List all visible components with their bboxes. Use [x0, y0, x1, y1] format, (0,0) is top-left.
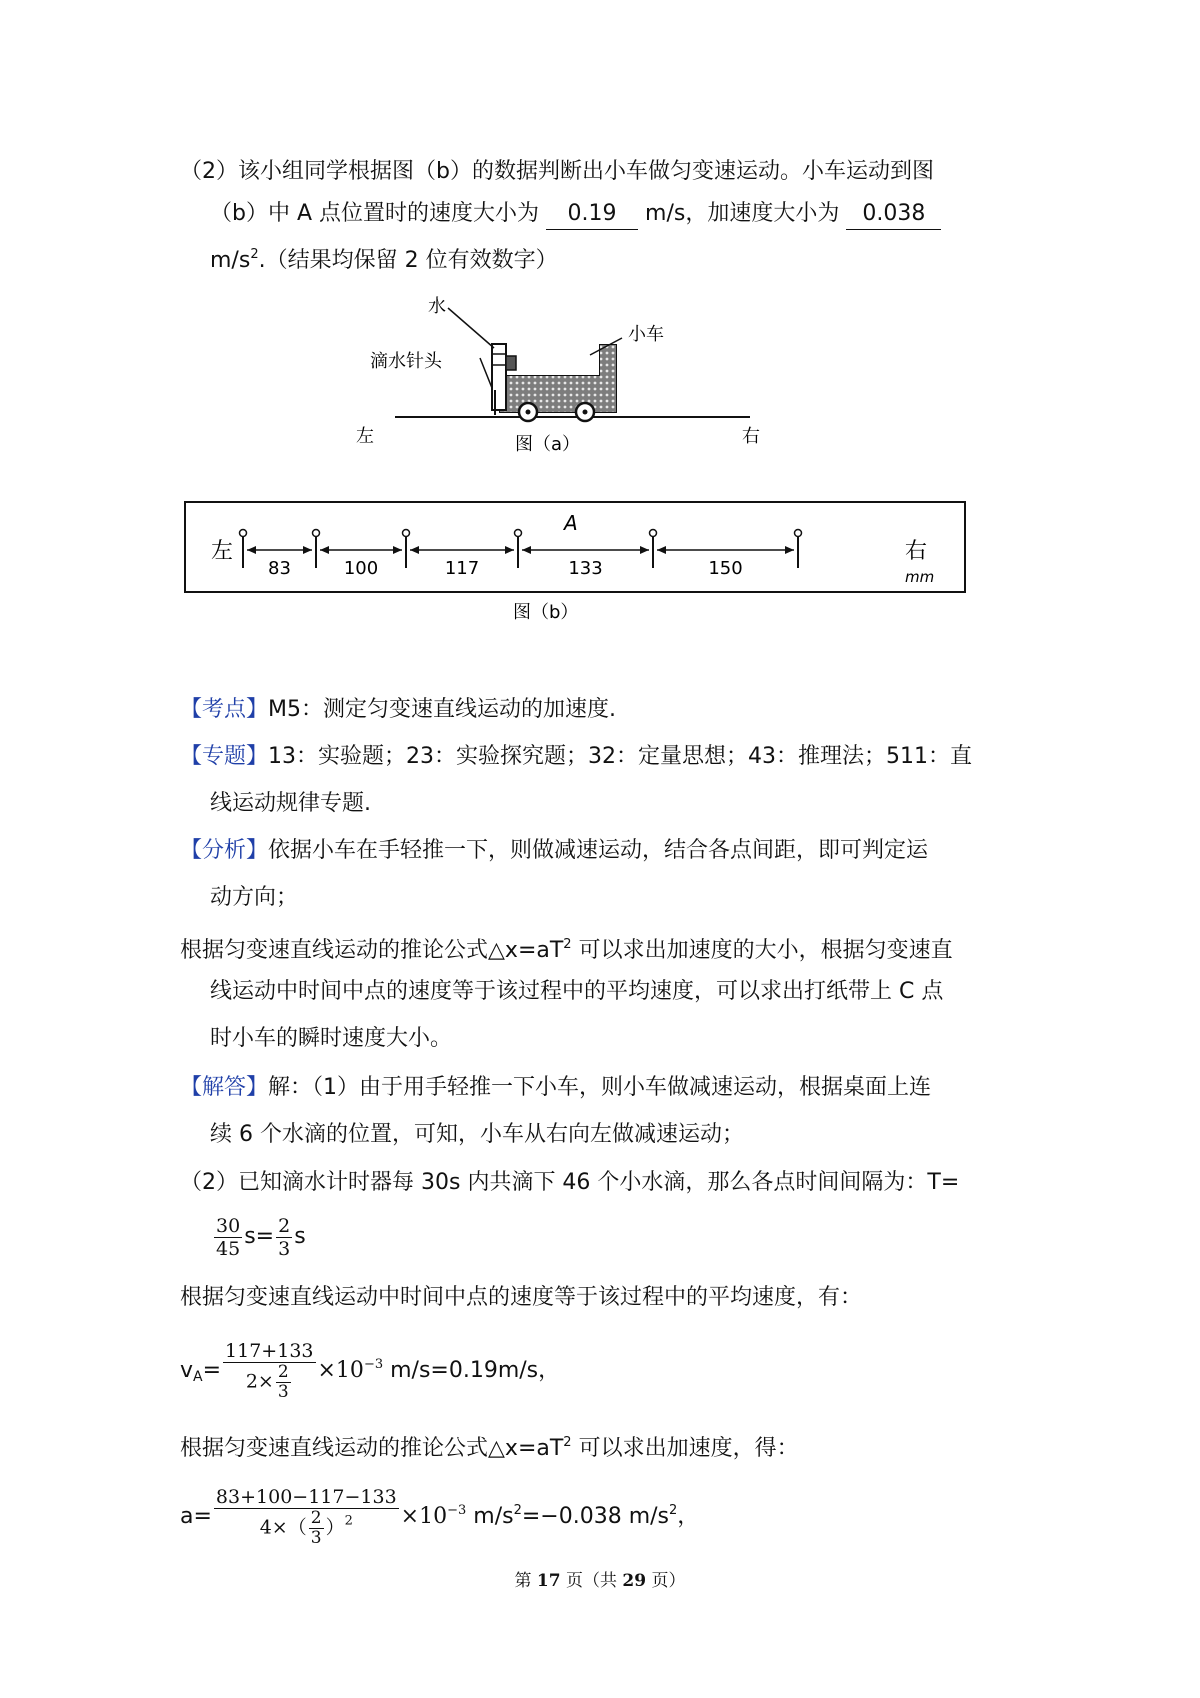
- page-number: 17: [536, 1571, 561, 1591]
- basis-sup: 2: [563, 937, 572, 952]
- answer-acceleration: 0.038: [846, 199, 941, 230]
- va-times: ×10: [317, 1358, 364, 1383]
- unit-sup: 2: [250, 247, 259, 262]
- point-a-label: A: [564, 511, 578, 535]
- jieda-sup-7: 2: [563, 1435, 572, 1450]
- page-footer: [0, 1566, 1200, 1591]
- zhuanti-line-2: [210, 789, 371, 819]
- basis-text-1b: 可以求出加速度的大小，根据匀变速直: [571, 938, 953, 963]
- label-left-b: 左: [211, 539, 234, 564]
- question-rest: .（结果均保留 2 位有效数字）: [258, 248, 558, 273]
- label-right-b: 右: [905, 539, 928, 564]
- answer-velocity: 0.19: [546, 199, 638, 230]
- figure-b: [183, 500, 973, 630]
- distance-label-3: 117: [444, 558, 480, 579]
- a-formula: [180, 1468, 699, 1560]
- drop-head-6: [795, 530, 802, 537]
- va-sub: A: [193, 1369, 203, 1385]
- label-water: 水: [428, 296, 446, 317]
- distance-label-1: 83: [268, 558, 291, 579]
- jieda-text-7b: 可以求出加速度，得：: [571, 1436, 799, 1461]
- basis-text-2: 线运动中时间中点的速度等于该过程中的平均速度，可以求出打纸带上 C 点: [210, 979, 944, 1004]
- fenxi-tag: 【分析】: [180, 838, 269, 863]
- period-mid: s=: [244, 1224, 275, 1249]
- zhuanti-text-1: 13：实验题；23：实验探究题；32：定量思想；43：推理法；511：直: [268, 744, 972, 769]
- a-times: ×10: [400, 1504, 448, 1529]
- jieda-line-7: [180, 1428, 799, 1464]
- footer-prefix: 第: [514, 1571, 537, 1591]
- va-result: m/s=0.19m/s，: [383, 1358, 561, 1383]
- basis-line-2: [210, 977, 943, 1007]
- basis-line-3: [210, 1024, 452, 1054]
- drop-head-4: [515, 530, 522, 537]
- va-formula: [180, 1325, 560, 1417]
- drop-head-3: [403, 530, 410, 537]
- va-fraction: 117+133 2× $\frac{2}{3}$: [225, 1340, 314, 1402]
- basis-text-1a: 根据匀变速直线运动的推论公式△x=aT: [180, 938, 564, 963]
- distance-label-5: 150: [708, 558, 743, 579]
- footer-mid: 页（共: [560, 1571, 623, 1591]
- figure-a: [356, 290, 770, 460]
- jieda-line-2: [210, 1120, 744, 1150]
- fenxi-text-1: 依据小车在手轻推一下，则做减速运动，结合各点间距，即可判定运: [268, 838, 929, 863]
- va-eq: =: [202, 1358, 222, 1383]
- jieda-line-1: [180, 1073, 931, 1103]
- label-cart: 小车: [628, 324, 664, 345]
- jieda-text-5: 根据匀变速直线运动中时间中点的速度等于该过程中的平均速度，有：: [180, 1285, 863, 1310]
- basis-line-1: [180, 930, 953, 966]
- kaodian-line: [180, 695, 616, 725]
- question-text-b: m/s，加速度大小为: [645, 201, 840, 226]
- question-line-3: [210, 240, 558, 276]
- label-needle: 滴水针头: [370, 351, 442, 372]
- caption-b: 图（b）: [513, 602, 579, 623]
- a-label: a=: [180, 1504, 212, 1529]
- drop-head-5: [650, 530, 657, 537]
- a-fraction: 83+100−117−133 4×（ $\frac{2}{3}$ ）$^2$: [215, 1486, 397, 1548]
- drop-head-1: [240, 530, 247, 537]
- frac-2-3: $\frac{2}{3}$: [278, 1214, 291, 1260]
- jieda-tag: 【解答】: [180, 1075, 269, 1100]
- va-label: v: [180, 1358, 194, 1383]
- question-intro: （2）该小组同学根据图（b）的数据判断出小车做匀变速运动。小车运动到图: [180, 159, 934, 184]
- fenxi-line-2: [210, 883, 298, 913]
- a-result: =−0.038 m/s: [521, 1504, 670, 1529]
- period-unit: s: [294, 1224, 306, 1249]
- drop-head-2: [313, 530, 320, 537]
- question-text-a: （b）中 A 点位置时的速度大小为: [210, 201, 540, 226]
- distance-label-4: 133: [568, 558, 603, 579]
- caption-a: 图（a）: [515, 434, 581, 455]
- va-exp: −3: [363, 1357, 384, 1372]
- footer-suffix: 页）: [646, 1571, 686, 1591]
- label-left-a: 左: [356, 426, 374, 447]
- zhuanti-tag: 【专题】: [180, 744, 269, 769]
- a-unit-sup: 2: [513, 1503, 522, 1518]
- a-unit: m/s: [466, 1504, 514, 1529]
- a-result-sup: 2: [669, 1503, 678, 1518]
- period-formula: [212, 1212, 306, 1262]
- fenxi-text-2: 动方向；: [210, 885, 299, 910]
- a-exp: −3: [447, 1503, 467, 1518]
- frac-30-45: $\frac{30}{45}$: [216, 1214, 241, 1260]
- zhuanti-line-1: [180, 742, 972, 772]
- kaodian-text: M5：测定匀变速直线运动的加速度.: [268, 697, 616, 722]
- jieda-text-1: 解：（1）由于用手轻推一下小车，则小车做减速运动，根据桌面上连: [268, 1075, 932, 1100]
- jieda-text-3: （2）已知滴水计时器每 30s 内共滴下 46 个小水滴，那么各点时间间隔为：T=: [180, 1170, 960, 1195]
- page-total: 29: [622, 1571, 647, 1591]
- jieda-line-3: [180, 1168, 959, 1198]
- fenxi-line-1: [180, 836, 928, 866]
- label-right-a: 右: [742, 426, 760, 447]
- question-line-2: [210, 199, 941, 230]
- jieda-text-7a: 根据匀变速直线运动的推论公式△x=aT: [180, 1436, 564, 1461]
- question-line-1: [180, 157, 934, 187]
- jieda-line-5: [180, 1283, 862, 1313]
- unit-label: mm: [905, 568, 935, 586]
- kaodian-tag: 【考点】: [180, 697, 269, 722]
- zhuanti-text-2: 线运动规律专题.: [210, 791, 371, 816]
- basis-text-3: 时小车的瞬时速度大小。: [210, 1026, 453, 1051]
- unit-text: m/s: [210, 248, 251, 273]
- distance-label-2: 100: [343, 558, 379, 579]
- jieda-text-2: 续 6 个水滴的位置，可知，小车从右向左做减速运动；: [210, 1122, 744, 1147]
- a-result-end: ，: [677, 1504, 700, 1529]
